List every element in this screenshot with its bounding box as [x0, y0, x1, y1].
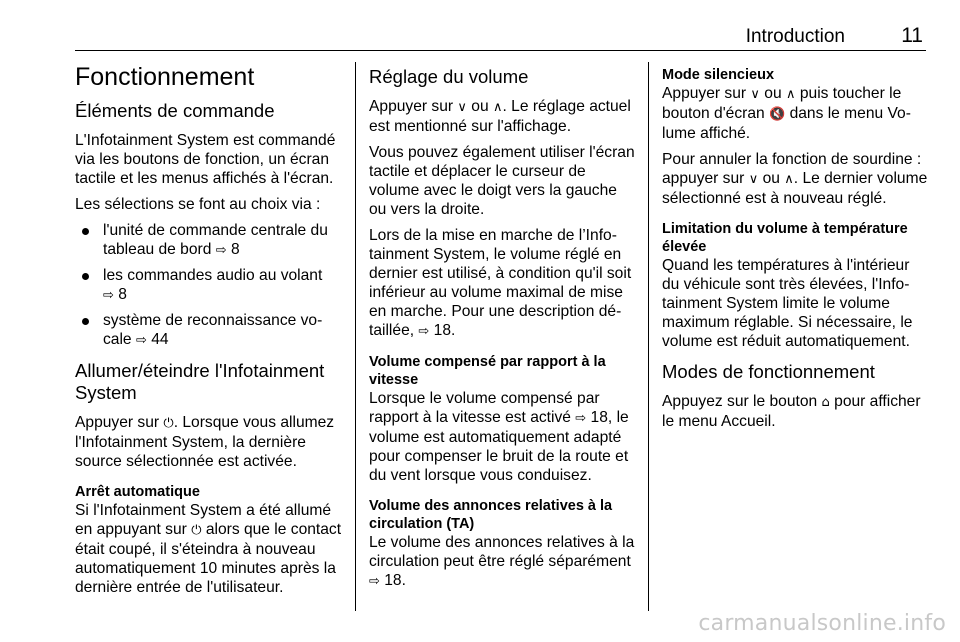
volume-down-icon: ∨: [750, 87, 760, 102]
page-ref[interactable]: 8: [230, 241, 240, 258]
volume-down-icon: ∨: [457, 100, 467, 115]
watermark: carmanualsonline.info: [698, 611, 946, 636]
xref-arrow-icon: ⇨: [135, 333, 147, 348]
mute-icon: 🔇: [769, 107, 786, 122]
page-ref[interactable]: 8: [118, 286, 127, 303]
page-number: 11: [901, 24, 923, 47]
paragraph: Le volume des annonces relatives à la circulation peut être réglé séparément ⇨ 18.: [369, 534, 635, 589]
column-divider: [355, 62, 356, 611]
header-rule: [75, 50, 926, 51]
section-title: Introduction: [745, 26, 845, 47]
column-2: [369, 66, 637, 598]
heading-volume-ta: Volume des annonces relatives à la circulation (TA): [369, 498, 613, 532]
paragraph: Pour annuler la fonction de sourdine : appuyer sur ∨ ou ∧. Le dernier volume sélectionné est à nouveau réglé.: [662, 151, 928, 207]
volume-down-icon: ∨: [748, 172, 759, 187]
volume-up-icon: ∧: [784, 172, 794, 187]
xref-arrow-icon: ⇨: [369, 574, 380, 589]
volume-up-icon: ∧: [785, 87, 796, 102]
xref-arrow-icon: ⇨: [215, 243, 227, 258]
heading-volume-compense: Volume compensé par rapport à la vitesse: [369, 354, 606, 388]
heading-fonctionnement: Fonctionnement: [75, 63, 255, 91]
bullet-icon: [82, 228, 89, 235]
paragraph: L'Infotainment System est commandé via les boutons de fonction, un écran tactile et les menus affichés à l'écran.: [75, 132, 336, 187]
heading-reglage-volume: Réglage du volume: [369, 66, 529, 87]
home-icon: ⌂: [821, 395, 830, 410]
paragraph: Appuyer sur ∨ ou ∧. Le réglage actuel est mentionné sur l'affichage.: [369, 98, 631, 135]
heading-limitation-temperature: Limitation du volume à température élevée: [662, 221, 908, 255]
volume-up-icon: ∧: [492, 100, 503, 115]
bullet-icon: [82, 273, 89, 280]
heading-arret-automatique: Arrêt automatique: [75, 484, 200, 500]
column-3: [662, 66, 930, 438]
xref-arrow-icon: ⇨: [418, 324, 430, 339]
bullet-icon: [82, 318, 89, 325]
paragraph: Appuyez sur le bouton ⌂ pour afficher le menu Accueil.: [662, 393, 921, 430]
power-icon: ⏻: [163, 416, 174, 431]
page-header: [75, 22, 925, 48]
power-icon: ⏻: [191, 523, 202, 538]
paragraph: Appuyer sur ⏻. Lorsque vous allumez l'Infotainment System, la dernière source sélectionnée est activée.: [75, 414, 335, 470]
paragraph: Vous pouvez également utiliser l'écran tactile et déplacer le curseur de volume avec le doigt vers la gauche ou vers la droite.: [369, 144, 635, 218]
column-divider: [648, 62, 649, 611]
page-ref[interactable]: 18.: [433, 322, 456, 339]
list-item: les commandes audio au volant ⇨ 8: [75, 266, 345, 305]
list-item: système de reconnaissance vocale ⇨ 44: [75, 311, 345, 350]
column-1: [75, 62, 345, 604]
paragraph: Appuyer sur ∨ ou ∧ puis toucher le bouton d'écran 🔇 dans le menu Volume affiché.: [662, 85, 911, 142]
page-ref[interactable]: 44: [151, 331, 169, 348]
paragraph: Lors de la mise en marche de l’Infotainment System, le volume réglé en dernier est utilisé, à condition qu'il soit inférieur au volume maximal de mise en marche. Pour une description détaillée, ⇨ 18.: [369, 227, 632, 339]
paragraph: Les sélections se font au choix via :: [75, 196, 321, 213]
paragraph: Quand les températures à l'intérieur du véhicule sont très élevées, l'Infotainment System limite le volume maximum réglable. Si nécessaire, le volume est réduit automatiquement.: [662, 257, 913, 350]
paragraph: Lorsque le volume compensé par rapport à la vitesse est activé ⇨ 18, le volume est automatiquement adapté pour compenser le bruit de la route et du vent lorsque vous conduisez.: [369, 390, 629, 484]
xref-arrow-icon: ⇨: [575, 411, 587, 426]
subheading-elements: Éléments de commande: [75, 100, 275, 121]
heading-mode-silencieux: Mode silencieux: [662, 67, 775, 83]
subheading-allumer: Allumer/éteindre l'Infotainment System: [75, 360, 325, 403]
paragraph: Si l'Infotainment System a été allumé en appuyant sur ⏻ alors que le contact était coupé, il s'éteindra à nouveau automatiquement 10 minutes après la dernière entrée de l'utilisateur.: [75, 502, 342, 596]
page-ref[interactable]: 18.: [384, 572, 406, 589]
bullet-list: [75, 221, 345, 350]
page-ref[interactable]: 18,: [590, 409, 613, 426]
heading-modes-fonctionnement: Modes de fonctionnement: [662, 361, 875, 382]
list-item: l'unité de commande centrale du tableau de bord ⇨ 8: [75, 221, 345, 260]
xref-arrow-icon: ⇨: [103, 288, 114, 303]
